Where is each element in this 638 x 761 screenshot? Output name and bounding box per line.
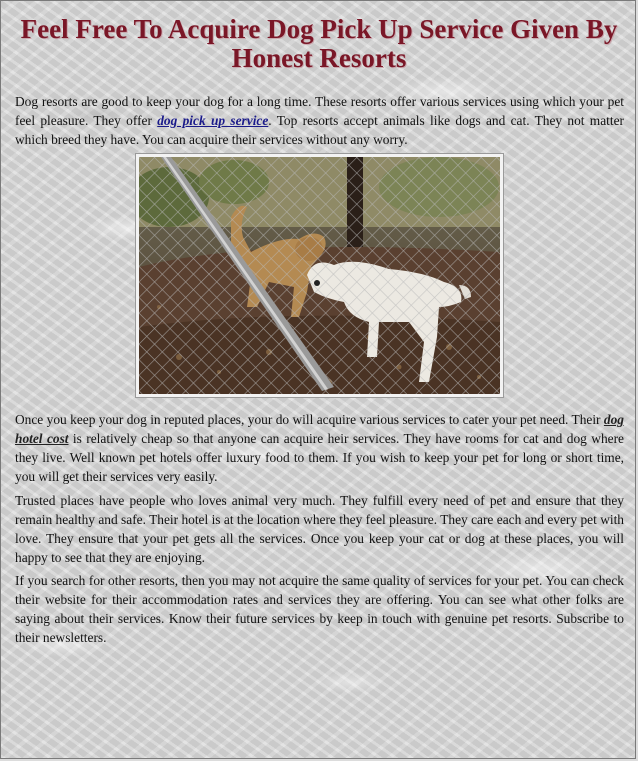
hotel-text-end: is relatively cheap so that anyone can acquire heir services. They have rooms for cat and dog where they live. Well known pet hotels offer luxury food to them. If you wish to keep your pet for long or short time, you will get their services very easily. <box>15 431 624 484</box>
page-title: Feel Free To Acquire Dog Pick Up Service Given By Honest Resorts <box>20 14 618 73</box>
intro-paragraph <box>15 92 624 149</box>
trusted-places-paragraph: Trusted places have people who loves animal very much. They fulfill every need of pet and ensure that they remain healthy and safe. Their hotel is at the location where they feel pleasure. They care each and every pet with love. They ensure that your pet gets all the services. Once you keep your cat or dog at these places, you will happy to see that they are enjoying. <box>15 493 624 565</box>
hotel-text-start: Once you keep your dog in reputed places, your do will acquire various services to cater your pet need. Their <box>15 412 604 427</box>
other-resorts-paragraph: If you search for other resorts, then you may not acquire the same quality of services for your pet. You can check their website for their accommodation rates and services they are offering. You can see what other folks are saying about their services. Know their future services by keep in touch with genuine pet resorts. Subscribe to their newsletters. <box>15 573 624 645</box>
dog-pick-up-service-link[interactable]: dog pick up service <box>157 113 269 128</box>
dogs-at-fence-image <box>139 157 500 394</box>
hotel-cost-paragraph <box>15 410 624 486</box>
dog-hotel-cost-link[interactable]: dog hotel cost <box>15 412 624 446</box>
intro-text-end: . Top resorts accept animals like dogs and cat. They not matter which breed they have. You can acquire their services without any worry. <box>15 113 624 147</box>
intro-text-start: Dog resorts are good to keep your dog for a long time. These resorts offer various services using which your pet feel pleasure. They offer <box>15 94 624 128</box>
dogs-photo <box>135 153 504 398</box>
